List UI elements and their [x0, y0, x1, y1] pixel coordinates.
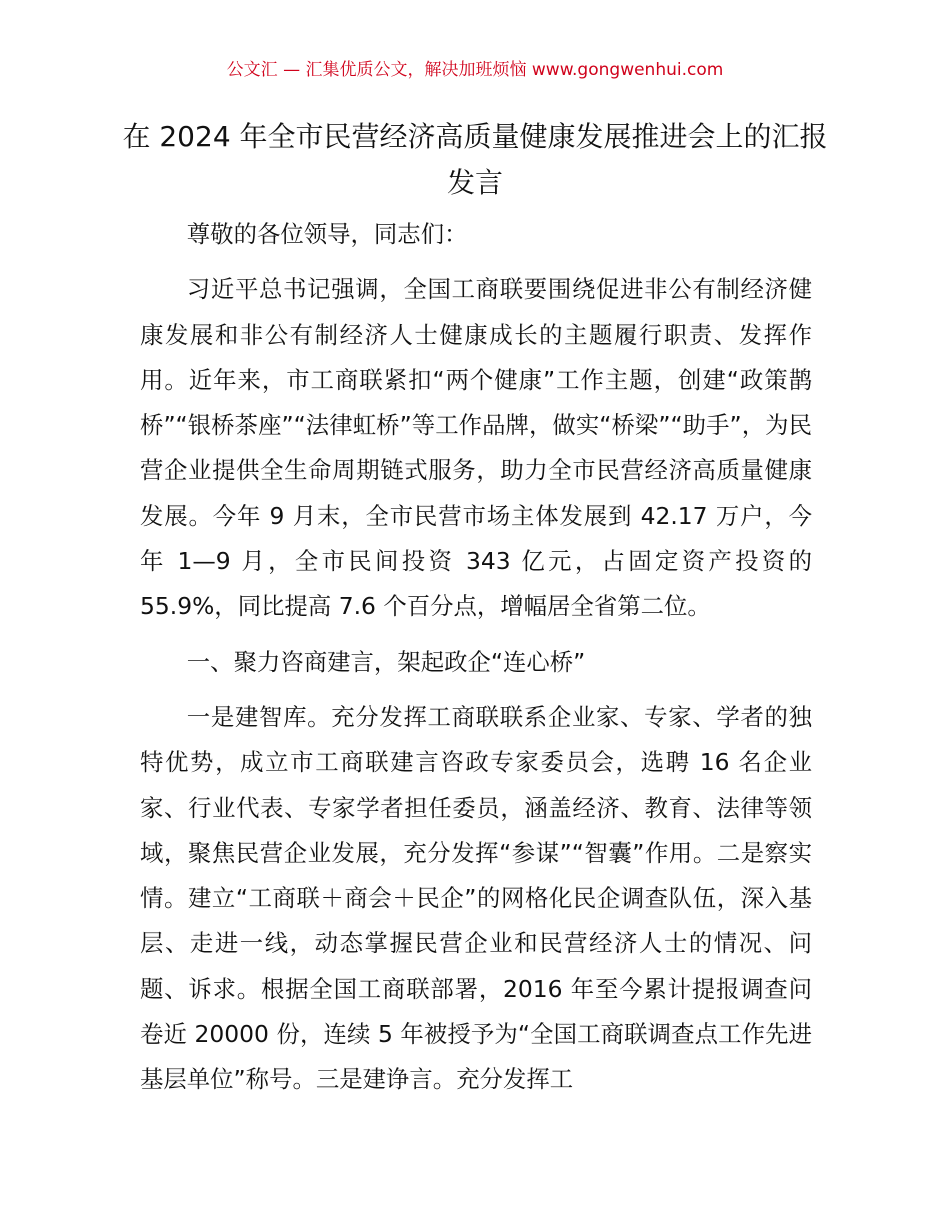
site-banner[interactable]: 公文汇 — 汇集优质公文，解决加班烦恼 www.gongwenhui.com — [226, 60, 724, 80]
document-body — [140, 212, 812, 1113]
section-heading-1: 一、聚力咨商建言，架起政企“连心桥” — [186, 647, 586, 676]
salutation: 尊敬的各位领导，同志们： — [186, 220, 468, 248]
paragraph-intro: 习近平总书记强调，全国工商联要围绕促进非公有制经济健康发展和非公有制经济人士健康成长的主题履行职责、发挥作用。近年来，市工商联紧扣“两个健康”工作主题，创建“政策鹊桥”“银桥茶座”“法律虹桥”等工作品牌，做实“桥梁”“助手”，为民营企业提供全生命周期链式服务，助力全市民营经济高质量健康发展。今年 9 月末，全市民营市场主体发展到 42.17 万户，今年 1—9 月，全市民间投资 343 亿元，占固定资产投资的 55.9%，同比提高 7.6 个百分点，增幅居全省第二位。 — [140, 275, 812, 621]
document-title: 在 2024 年全市民营经济高质量健康发展推进会上的汇报发言 — [122, 120, 828, 199]
paragraph-section-1: 一是建智库。充分发挥工商联联系企业家、专家、学者的独特优势，成立市工商联建言咨政专家委员会，选聘 16 名企业家、行业代表、专家学者担任委员，涵盖经济、教育、法律等领域，聚焦民营企业发展，充分发挥“参谋”“智囊”作用。二是察实情。建立“工商联＋商会＋民企”的网格化民企调查队伍，深入基层、走进一线，动态掌握民营企业和民营经济人士的情况、问题、诉求。根据全国工商联部署，2016 年至今累计提报调查问卷近 20000 份，连续 5 年被授予为“全国工商联调查点工作先进基层单位”称号。三是建诤言。充分发挥工 — [140, 702, 812, 1094]
